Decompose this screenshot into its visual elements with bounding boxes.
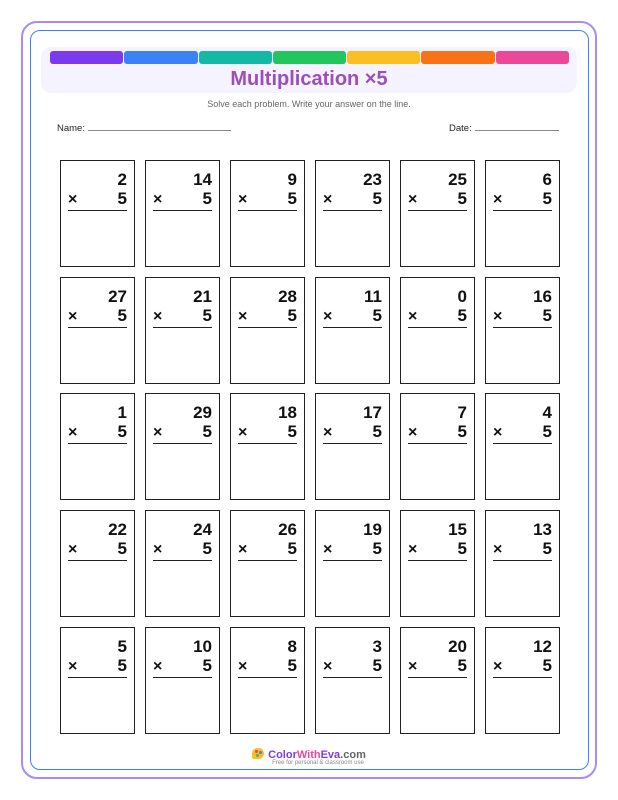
times-sign: × bbox=[153, 541, 163, 559]
problem-box[interactable] bbox=[485, 627, 560, 734]
answer-line bbox=[238, 210, 297, 211]
times-sign: × bbox=[153, 424, 163, 442]
problem-box[interactable] bbox=[315, 510, 390, 617]
answer-line bbox=[408, 560, 467, 561]
multiplier: 5 bbox=[202, 305, 212, 325]
multiplicand: 12 bbox=[533, 636, 552, 656]
problem-box[interactable] bbox=[485, 160, 560, 267]
multiplier: 5 bbox=[287, 655, 297, 675]
times-sign: × bbox=[323, 541, 333, 559]
color-bar bbox=[124, 51, 197, 64]
multiplicand: 21 bbox=[193, 286, 212, 306]
date-line[interactable] bbox=[475, 122, 559, 131]
multiplier: 5 bbox=[542, 539, 552, 559]
answer-line bbox=[153, 560, 212, 561]
answer-line bbox=[408, 210, 467, 211]
problem-box[interactable] bbox=[230, 160, 305, 267]
multiplicand: 0 bbox=[457, 286, 467, 306]
answer-line bbox=[493, 327, 552, 328]
multiplicand: 14 bbox=[193, 170, 212, 189]
multiplier: 5 bbox=[202, 189, 212, 208]
multiplicand: 16 bbox=[533, 286, 552, 306]
times-sign: × bbox=[323, 657, 333, 675]
times-sign: × bbox=[493, 191, 503, 208]
multiplicand: 7 bbox=[457, 403, 467, 423]
multiplier: 5 bbox=[117, 422, 127, 442]
problem-box[interactable] bbox=[145, 627, 220, 734]
problem-box[interactable] bbox=[60, 277, 135, 384]
answer-line bbox=[238, 327, 297, 328]
answer-line bbox=[323, 677, 382, 678]
answer-line bbox=[323, 210, 382, 211]
answer-line bbox=[493, 210, 552, 211]
tagline: Free for personal & classroom use bbox=[272, 760, 364, 766]
color-bar bbox=[421, 51, 494, 64]
answer-line bbox=[68, 677, 127, 678]
multiplicand: 23 bbox=[363, 170, 382, 189]
color-bar bbox=[347, 51, 420, 64]
brand-with: With bbox=[296, 749, 321, 761]
multiplier: 5 bbox=[117, 539, 127, 559]
answer-line bbox=[153, 210, 212, 211]
multiplier: 5 bbox=[457, 539, 467, 559]
brand-eva: Eva bbox=[320, 749, 341, 761]
multiplicand: 18 bbox=[278, 403, 297, 423]
multiplier: 5 bbox=[457, 422, 467, 442]
instructions: Solve each problem. Write your answer on the line. bbox=[207, 99, 411, 109]
multiplier: 5 bbox=[117, 655, 127, 675]
times-sign: × bbox=[323, 424, 333, 442]
problem-box[interactable] bbox=[485, 277, 560, 384]
problem-box[interactable] bbox=[145, 393, 220, 500]
multiplier: 5 bbox=[372, 305, 382, 325]
times-sign: × bbox=[238, 541, 248, 559]
multiplier: 5 bbox=[372, 655, 382, 675]
answer-line bbox=[153, 327, 212, 328]
multiplicand: 19 bbox=[363, 520, 382, 540]
problem-box[interactable] bbox=[400, 277, 475, 384]
problem-box[interactable] bbox=[230, 627, 305, 734]
answer-line bbox=[68, 560, 127, 561]
name-field[interactable] bbox=[57, 122, 231, 134]
color-bars bbox=[50, 51, 569, 64]
problem-box[interactable] bbox=[485, 510, 560, 617]
answer-line bbox=[68, 327, 127, 328]
multiplier: 5 bbox=[542, 422, 552, 442]
problem-box[interactable] bbox=[145, 510, 220, 617]
name-line[interactable] bbox=[88, 122, 231, 131]
times-sign: × bbox=[493, 424, 503, 442]
multiplicand: 25 bbox=[448, 170, 467, 189]
times-sign: × bbox=[238, 191, 248, 208]
multiplier: 5 bbox=[372, 539, 382, 559]
problem-box[interactable] bbox=[400, 627, 475, 734]
times-sign: × bbox=[238, 424, 248, 442]
times-sign: × bbox=[153, 307, 163, 325]
times-sign: × bbox=[68, 191, 78, 208]
answer-line bbox=[493, 443, 552, 444]
problem-box[interactable] bbox=[315, 627, 390, 734]
multiplier: 5 bbox=[372, 422, 382, 442]
answer-line bbox=[493, 677, 552, 678]
answer-line bbox=[493, 560, 552, 561]
times-sign: × bbox=[323, 191, 333, 208]
answer-line bbox=[408, 327, 467, 328]
multiplier: 5 bbox=[542, 655, 552, 675]
times-sign: × bbox=[408, 307, 418, 325]
multiplicand: 20 bbox=[448, 636, 467, 656]
times-sign: × bbox=[493, 307, 503, 325]
multiplicand: 24 bbox=[193, 520, 212, 540]
color-bar bbox=[273, 51, 346, 64]
problem-box[interactable] bbox=[145, 277, 220, 384]
problem-box[interactable] bbox=[485, 393, 560, 500]
problem-box[interactable] bbox=[145, 160, 220, 267]
answer-line bbox=[323, 327, 382, 328]
multiplier: 5 bbox=[202, 422, 212, 442]
times-sign: × bbox=[408, 541, 418, 559]
multiplier: 5 bbox=[372, 189, 382, 208]
answer-line bbox=[68, 210, 127, 211]
problem-box[interactable] bbox=[315, 277, 390, 384]
answer-line bbox=[153, 443, 212, 444]
times-sign: × bbox=[323, 307, 333, 325]
times-sign: × bbox=[493, 657, 503, 675]
answer-line bbox=[323, 560, 382, 561]
multiplicand: 28 bbox=[278, 286, 297, 306]
problem-box[interactable] bbox=[230, 510, 305, 617]
footer bbox=[0, 748, 618, 766]
multiplier: 5 bbox=[117, 189, 127, 208]
times-sign: × bbox=[408, 191, 418, 208]
multiplier: 5 bbox=[542, 189, 552, 208]
times-sign: × bbox=[68, 307, 78, 325]
page-title: Multiplication ×5 bbox=[230, 68, 388, 90]
multiplier: 5 bbox=[202, 539, 212, 559]
multiplier: 5 bbox=[117, 305, 127, 325]
times-sign: × bbox=[493, 541, 503, 559]
times-sign: × bbox=[153, 657, 163, 675]
multiplicand: 27 bbox=[108, 286, 127, 306]
multiplicand: 1 bbox=[117, 403, 127, 423]
answer-line bbox=[323, 443, 382, 444]
problem-box[interactable] bbox=[315, 393, 390, 500]
problem-box[interactable] bbox=[400, 393, 475, 500]
problem-box[interactable] bbox=[315, 160, 390, 267]
color-bar bbox=[199, 51, 272, 64]
multiplicand: 15 bbox=[448, 520, 467, 540]
palette-icon bbox=[252, 748, 264, 759]
problem-box[interactable] bbox=[400, 160, 475, 267]
multiplier: 5 bbox=[287, 189, 297, 208]
date-field[interactable] bbox=[449, 122, 559, 134]
multiplicand: 9 bbox=[287, 170, 297, 189]
multiplicand: 8 bbox=[287, 636, 297, 656]
multiplier: 5 bbox=[287, 539, 297, 559]
multiplicand: 3 bbox=[372, 636, 382, 656]
multiplicand: 2 bbox=[117, 170, 127, 189]
multiplier: 5 bbox=[287, 305, 297, 325]
multiplicand: 17 bbox=[363, 403, 382, 423]
times-sign: × bbox=[238, 657, 248, 675]
times-sign: × bbox=[408, 424, 418, 442]
answer-line bbox=[68, 443, 127, 444]
times-sign: × bbox=[153, 191, 163, 208]
times-sign: × bbox=[68, 657, 78, 675]
problem-box[interactable] bbox=[60, 627, 135, 734]
multiplicand: 26 bbox=[278, 520, 297, 540]
multiplicand: 29 bbox=[193, 403, 212, 423]
answer-line bbox=[408, 677, 467, 678]
problem-box[interactable] bbox=[400, 510, 475, 617]
problem-box[interactable] bbox=[60, 160, 135, 267]
multiplier: 5 bbox=[542, 305, 552, 325]
multiplicand: 13 bbox=[533, 520, 552, 540]
answer-line bbox=[238, 443, 297, 444]
problem-box[interactable] bbox=[60, 510, 135, 617]
multiplier: 5 bbox=[457, 305, 467, 325]
multiplier: 5 bbox=[202, 655, 212, 675]
multiplier: 5 bbox=[287, 422, 297, 442]
times-sign: × bbox=[408, 657, 418, 675]
multiplicand: 4 bbox=[542, 403, 552, 423]
answer-line bbox=[238, 677, 297, 678]
multiplicand: 5 bbox=[117, 636, 127, 656]
times-sign: × bbox=[238, 307, 248, 325]
multiplicand: 6 bbox=[542, 170, 552, 189]
times-sign: × bbox=[68, 541, 78, 559]
multiplicand: 10 bbox=[193, 636, 212, 656]
multiplier: 5 bbox=[457, 655, 467, 675]
multiplicand: 11 bbox=[364, 286, 382, 306]
answer-line bbox=[153, 677, 212, 678]
brand-domain: .com bbox=[340, 749, 366, 761]
multiplicand: 22 bbox=[108, 520, 127, 540]
answer-line bbox=[408, 443, 467, 444]
problem-box[interactable] bbox=[60, 393, 135, 500]
brand-color: Color bbox=[268, 749, 297, 761]
problem-box[interactable] bbox=[230, 393, 305, 500]
times-sign: × bbox=[68, 424, 78, 442]
date-label: Date: bbox=[449, 123, 472, 134]
name-label: Name: bbox=[57, 123, 85, 134]
color-bar bbox=[50, 51, 123, 64]
multiplier: 5 bbox=[457, 189, 467, 208]
problem-box[interactable] bbox=[230, 277, 305, 384]
color-bar bbox=[496, 51, 569, 64]
answer-line bbox=[238, 560, 297, 561]
